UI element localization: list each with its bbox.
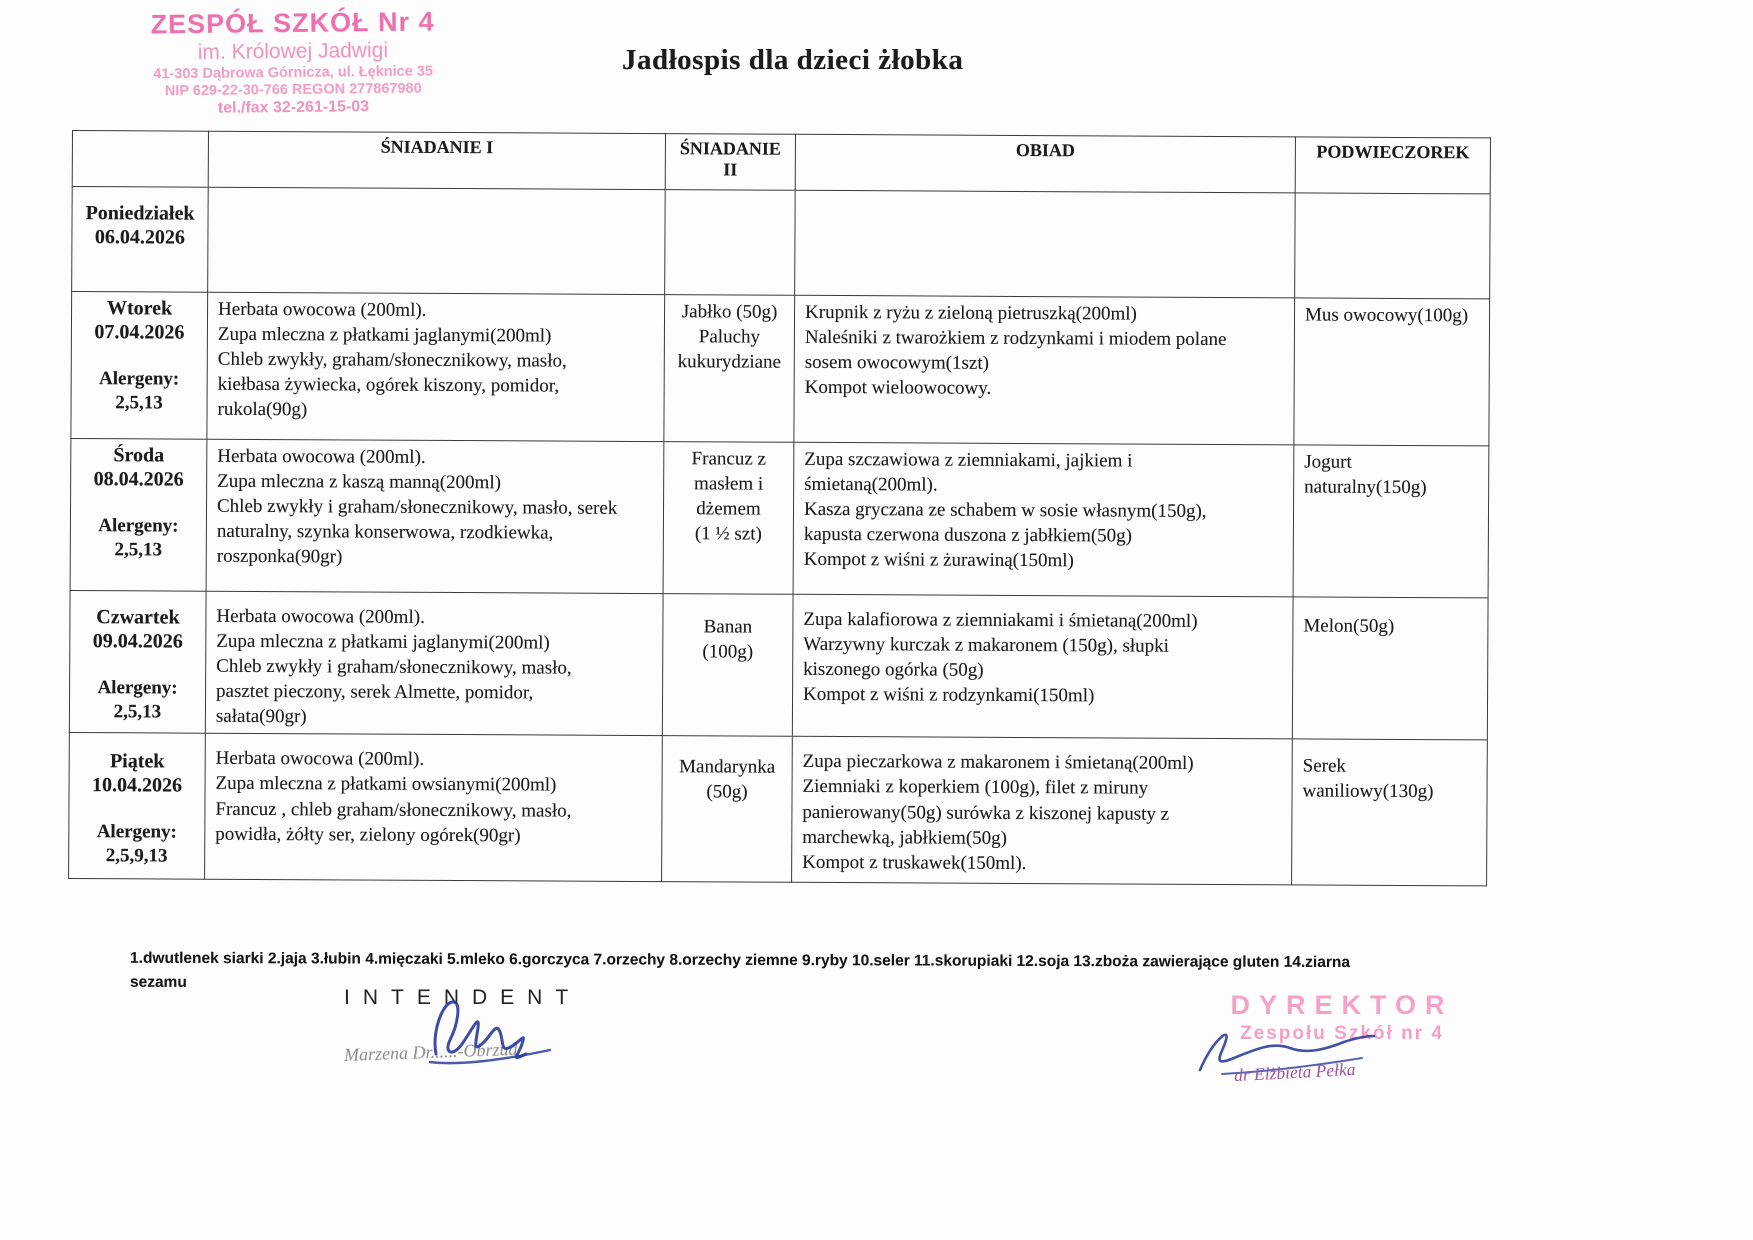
lunch-text: Krupnik z ryżu z zieloną pietruszką(200ml) Naleśniki z twarożkiem z rodzynkami i miodem polane sosem owocowym(1szt) Kompot wieloowocowy.	[804, 301, 1227, 400]
breakfast2-text: Banan (100g)	[702, 616, 754, 663]
page-title: Jadłospis dla dzieci żłobka	[622, 44, 964, 76]
snack-text: Serek waniliowy(130g)	[1302, 755, 1434, 803]
snack-cell	[1293, 445, 1489, 598]
day-name: Poniedziałek	[85, 202, 195, 225]
breakfast2-cell	[662, 594, 793, 737]
director-signature-block	[1212, 990, 1472, 1086]
allergens-label: Alergeny:	[98, 515, 179, 537]
table-row-tuesday	[71, 292, 1490, 446]
breakfast1-cell	[207, 292, 665, 441]
breakfast2-text: Jabłko (50g) Paluchy kukurydziane	[677, 301, 782, 373]
stamp-phone: tel./fax 32-261-15-03	[217, 98, 370, 117]
snack-cell	[1294, 298, 1490, 446]
director-label: DYREKTOR	[1230, 990, 1454, 1020]
lunch-text	[806, 195, 1285, 198]
snack-cell	[1295, 193, 1491, 299]
table-row-monday	[72, 187, 1491, 299]
table-row-friday	[69, 733, 1488, 886]
breakfast2-cell	[663, 442, 794, 595]
day-name: Piątek	[109, 750, 165, 773]
allergens-value: 2,5,13	[113, 701, 162, 723]
day-date: 08.04.2026	[93, 468, 184, 491]
day-date: 09.04.2026	[92, 630, 183, 653]
header-breakfast1: ŚNIADANIE I	[208, 131, 665, 189]
header-day	[72, 131, 208, 188]
allergens-label: Alergeny:	[97, 677, 178, 699]
breakfast2-text: Francuz z masłem i dżemem (1 ½ szt)	[691, 448, 767, 545]
breakfast1-cell	[206, 439, 664, 593]
lunch-cell	[792, 594, 1293, 739]
snack-cell	[1292, 739, 1488, 886]
stamp-patron: im. Królowej Jadwigi	[197, 38, 389, 64]
breakfast2-cell	[664, 295, 795, 443]
breakfast1-text: Herbata owocowa (200ml). Zupa mleczna z płatkami jaglanymi(200ml) Chleb zwykły i graham/słonecznikowy, masło, pasztet pieczony, serek Almette, pomidor, sałata(90gr)	[215, 605, 572, 728]
stamp-address: 41-303 Dąbrowa Górnicza, ul. Łęknice 35	[153, 63, 434, 83]
breakfast1-cell	[208, 187, 666, 294]
intendent-label: INTENDENT	[344, 986, 582, 1009]
breakfast2-cell	[662, 736, 793, 883]
allergens-value: 2,5,13	[115, 392, 163, 414]
stamp-school-name: ZESPÓŁ SZKÓŁ Nr 4	[150, 6, 435, 40]
day-cell	[72, 187, 209, 293]
director-org: Zespołu Szkół nr 4	[1240, 1023, 1444, 1044]
director-name: dr Elżbieta Pełka	[1233, 1058, 1356, 1086]
intendent-signature-block	[343, 986, 664, 1066]
allergens-value	[82, 273, 197, 274]
breakfast2-text	[676, 194, 785, 195]
day-date: 06.04.2026	[94, 226, 185, 249]
snack-cell	[1292, 597, 1488, 740]
school-stamp	[127, 6, 458, 119]
day-cell	[69, 733, 206, 880]
allergen-legend: 1.dwutlenek siarki 2.jaja 3.łubin 4.mięczaki 5.mleko 6.gorczyca 7.orzechy 8.orzechy ziemne 9.ryby 10.seler 11.skorupiaki 12.soja 13.zboża zawierające gluten 14.ziarna sezamu	[129, 949, 1351, 991]
header-row	[72, 131, 1490, 194]
intendent-name: Marzena Dr......-Obrzud	[343, 1038, 518, 1066]
lunch-text: Zupa szczawiowa z ziemniakami, jajkiem i śmietaną(200ml). Kasza gryczana ze schabem w sosie własnym(150g), kapusta czerwona duszona z jabłkiem(50g) Kompot z wiśni z żurawiną(150ml)	[803, 448, 1207, 572]
day-cell	[71, 292, 208, 440]
allergens-value: 2,5,9,13	[105, 845, 168, 867]
snack-text: Melon(50g)	[1303, 615, 1395, 637]
allergens-value: 2,5,13	[114, 539, 163, 561]
menu-table	[68, 130, 1491, 887]
snack-text: Jogurt naturalny(150g)	[1304, 451, 1427, 499]
allergens-label	[82, 273, 197, 274]
day-name: Środa	[113, 444, 165, 467]
breakfast1-text	[219, 192, 655, 194]
lunch-cell	[792, 737, 1293, 886]
intendent-signature-icon	[422, 992, 572, 1072]
day-cell	[69, 590, 206, 733]
lunch-cell	[793, 442, 1294, 597]
allergens-label: Alergeny:	[96, 821, 177, 843]
breakfast1-text: Herbata owocowa (200ml). Zupa mleczna z płatkami jaglanymi(200ml) Chleb zwykły, graham/słonecznikowy, masło, kiełbasa żywiecka, ogórek kiszony, pomidor, rukola(90g)	[217, 298, 567, 421]
day-date: 07.04.2026	[94, 321, 185, 344]
snack-text: Mus owocowy(100g)	[1304, 304, 1469, 327]
day-name: Wtorek	[106, 297, 173, 320]
lunch-text: Zupa pieczarkowa z makaronem i śmietaną(200ml) Ziemniaki z koperkiem (100g), filet z miruny panierowany(50g) surówka z kiszonej kapusty z marchewką, jabłkiem(50g) Kompot z truskawek(150ml).	[802, 751, 1194, 874]
breakfast1-text: Herbata owocowa (200ml). Zupa mleczna z płatkami owsianymi(200ml) Francuz , chleb graham/słonecznikowy, masło, powidła, żółty ser, zielony ogórek(90gr)	[215, 748, 572, 846]
lunch-cell	[794, 295, 1295, 445]
day-cell	[70, 438, 207, 591]
breakfast1-cell	[205, 734, 663, 882]
breakfast1-cell	[205, 591, 663, 736]
header-lunch: OBIAD	[795, 134, 1295, 193]
day-name: Czwartek	[96, 606, 180, 629]
lunch-cell	[795, 190, 1296, 298]
breakfast2-cell	[665, 190, 796, 296]
breakfast2-text: Mandarynka (50g)	[679, 756, 776, 804]
allergens-label: Alergeny:	[99, 368, 180, 390]
header-breakfast2: ŚNIADANIE II	[665, 134, 795, 191]
day-date: 10.04.2026	[92, 774, 183, 797]
stamp-nip-regon: NIP 629-22-30-766 REGON 277867980	[164, 80, 422, 100]
table-row-thursday	[69, 590, 1488, 740]
lunch-text: Zupa kalafiorowa z ziemniakami i śmietaną(200ml) Warzywny kurczak z makaronem (150g), słupki kiszonego ogórka (50g) Kompot z wiśni z rodzynkami(150ml)	[802, 608, 1198, 707]
table-row-wednesday	[70, 438, 1489, 597]
breakfast1-text: Herbata owocowa (200ml). Zupa mleczna z kaszą manną(200ml) Chleb zwykły i graham/słonecznikowy, masło, serek naturalny, szynka konserwowa, rzodkiewka, roszponka(90gr)	[216, 445, 618, 568]
snack-text	[1306, 197, 1480, 198]
header-snack: PODWIECZOREK	[1295, 137, 1490, 194]
